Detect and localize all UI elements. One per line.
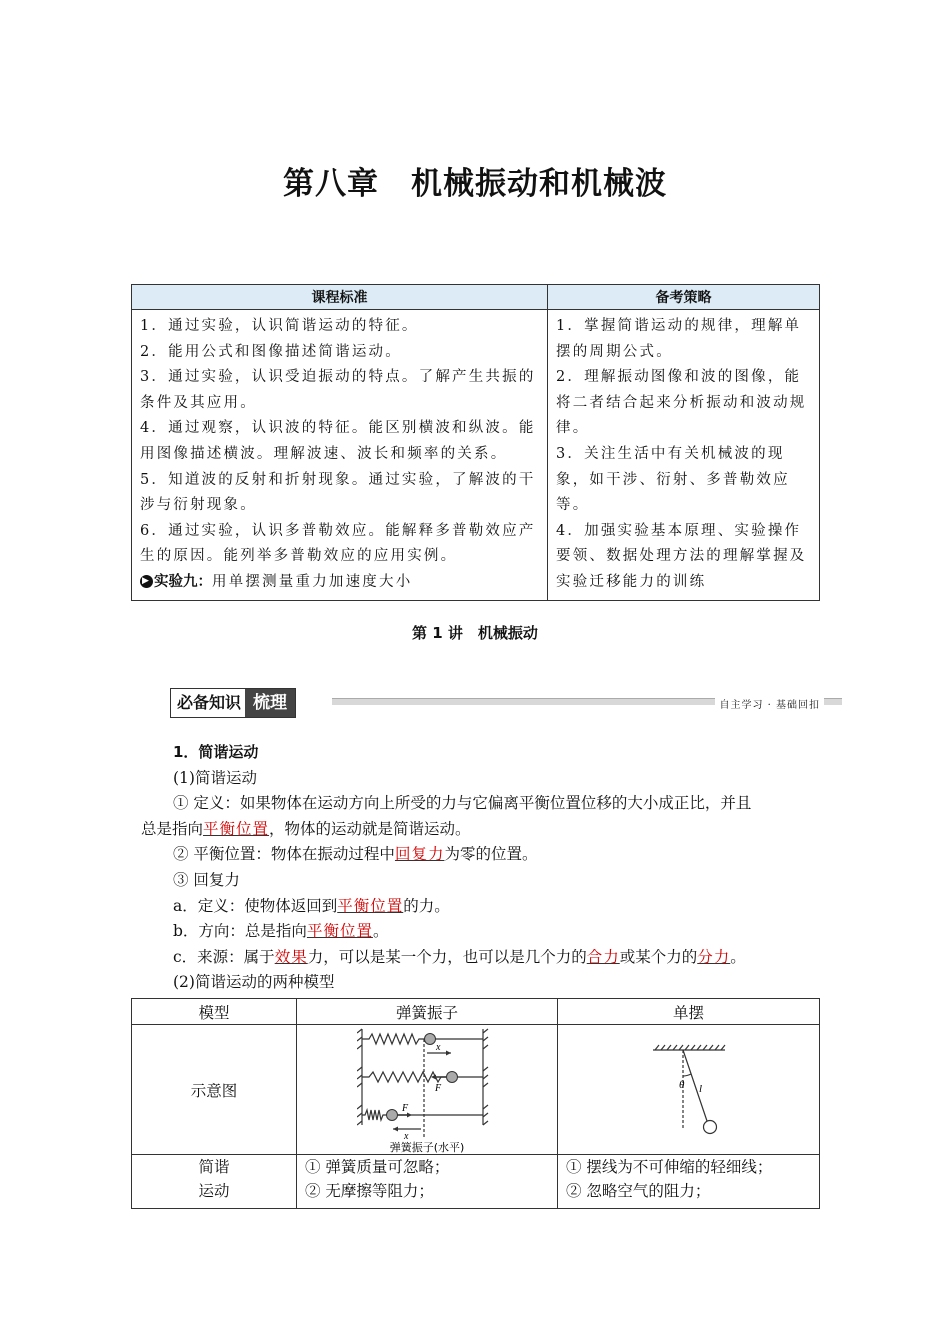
restoring-force-heading: ③ 回复力: [173, 870, 240, 889]
text: 。: [730, 947, 746, 966]
answer-blank: 合力: [586, 947, 620, 966]
spring-conditions-cell: [297, 1155, 558, 1209]
conditions-label-line: 运动: [198, 1182, 230, 1200]
displacement-label: x: [404, 1130, 409, 1142]
text: b．方向：总是指向: [173, 922, 307, 941]
item-c: [141, 945, 821, 971]
text: 总是指向: [141, 819, 204, 838]
force-label: F: [402, 1102, 409, 1114]
pendulum-diagram: [649, 1040, 729, 1140]
item-b: [141, 919, 821, 945]
text: 的力。: [403, 896, 450, 915]
strategy-line: 摆的周期公式。: [556, 343, 673, 360]
standard-line: 2．能用公式和图像描述简谐运动。: [140, 343, 402, 360]
standard-line: 5．知道波的反射和折射现象。通过实验，了解波的干: [140, 471, 536, 488]
spring-diagram-cell: [297, 1025, 558, 1155]
spring-oscillator-diagram: [357, 1027, 497, 1153]
strategy-line: 4．加强实验基本原理、实验操作: [556, 522, 802, 539]
text: ，物体的运动就是简谐运动。: [269, 819, 471, 838]
text: 为零的位置。: [444, 845, 538, 864]
strategy-line: 2．理解振动图像和波的图像，能: [556, 369, 802, 386]
answer-blank: 平衡位置: [306, 922, 373, 941]
strategy-line: 律。: [556, 420, 590, 437]
spring-mass-ball: [447, 1071, 458, 1082]
model-table: [131, 998, 820, 1209]
force-label: F: [435, 1082, 442, 1094]
models-heading: (2)简谐运动的两种模型: [173, 973, 335, 992]
lab-text: 用单摆测量重力加速度大小: [212, 573, 413, 590]
answer-blank: 效果: [274, 947, 308, 966]
lecture-title: 第 1 讲 机械振动: [412, 624, 538, 642]
condition-line: ② 忽略空气的阻力；: [566, 1182, 711, 1200]
condition-line: ① 弹簧质量可忽略；: [305, 1158, 450, 1176]
course-standards-cell: [132, 310, 548, 601]
angle-label: θ: [678, 1078, 684, 1091]
text: a．定义：使物体返回到: [173, 896, 338, 915]
chapter-title: 第八章 机械振动和机械波: [283, 166, 667, 202]
condition-line: ② 无摩擦等阻力；: [305, 1182, 434, 1200]
section-banner: [170, 688, 842, 718]
spring-mass-ball: [387, 1109, 398, 1120]
banner-right-text: 自主学习 · 基础回扣: [715, 696, 824, 711]
header-spring-oscillator: 弹簧振子: [297, 999, 558, 1025]
answer-blank: 平衡位置: [337, 896, 404, 915]
standards-table: [131, 284, 820, 601]
standard-line: 1．通过实验，认识简谐运动的特征。: [140, 318, 419, 334]
item-a: [141, 894, 821, 920]
standard-line: 3．通过实验，认识受迫振动的特点。了解产生共振的: [140, 369, 536, 386]
definition-line-2: [141, 817, 821, 843]
subheading: (1)简谐运动: [173, 768, 257, 787]
pendulum-bob: [703, 1120, 716, 1133]
section-heading: 1．简谐运动: [173, 743, 259, 761]
header-course-standards: 课程标准: [132, 285, 548, 310]
strategy-line: 要领、数据处理方法的理解掌握及: [556, 548, 807, 565]
condition-line: ① 摆线为不可伸缩的轻细线；: [566, 1158, 773, 1176]
text: c．来源：属于: [173, 947, 275, 966]
banner-left-text: 必备知识: [177, 693, 242, 712]
standard-line: 用图像描述横波。理解波速、波长和频率的关系。: [140, 445, 508, 462]
definition-line: ① 定义：如果物体在运动方向上所受的力与它偏离平衡位置位移的大小成正比，并且: [173, 794, 752, 813]
text: 。: [372, 922, 389, 941]
standard-line: 条件及其应用。: [140, 394, 257, 411]
pendulum-diagram-cell: [558, 1025, 820, 1155]
standard-line: 4．通过观察，认识波的特征。能区别横波和纵波。能: [140, 420, 536, 437]
strategy-line: 1．掌握简谐运动的规律，理解单: [556, 318, 802, 334]
lab-icon: ▶: [141, 576, 152, 587]
banner-label: [170, 688, 296, 718]
lab-line: [140, 570, 539, 596]
diagram-row-label: 示意图: [132, 1025, 297, 1155]
strategy-line: 等。: [556, 497, 590, 514]
strategy-line: 3．关注生活中有关机械波的现: [556, 445, 785, 462]
conditions-row-label: [132, 1155, 297, 1209]
standard-line: 6．通过实验，认识多普勒效应。能解释多普勒效应产: [140, 522, 536, 539]
strategy-line: 将二者结合起来分析振动和波动规: [556, 394, 807, 411]
answer-blank: 平衡位置: [203, 819, 270, 838]
spring-mass-ball: [425, 1033, 436, 1044]
answer-blank: 分力: [697, 947, 731, 966]
conditions-label-line: 简谐: [198, 1158, 230, 1176]
standard-line: 生的原因。能列举多普勒效应的应用实例。: [140, 548, 458, 565]
text: 力，可以是某一个力，也可以是几个力的: [307, 947, 587, 966]
lab-label: 实验九：: [154, 573, 212, 590]
strategy-line: 象，如干涉、衍射、多普勒效应: [556, 471, 790, 488]
pendulum-conditions-cell: [558, 1155, 820, 1209]
banner-dark-text: 梳理: [245, 689, 295, 717]
strategy-line: 实验迁移能力的训练: [556, 573, 707, 590]
spring-caption: 弹簧振子(水平): [389, 1140, 465, 1153]
header-pendulum: 单摆: [558, 999, 820, 1025]
standard-line: 涉与衍射现象。: [140, 497, 257, 514]
text: 或某个力的: [619, 947, 698, 966]
header-exam-strategy: 备考策略: [548, 285, 820, 310]
answer-blank: 回复力: [394, 845, 445, 864]
length-label: l: [698, 1082, 702, 1095]
content-body: [141, 740, 821, 996]
equilibrium-line: [141, 842, 821, 868]
header-model: 模型: [132, 999, 297, 1025]
displacement-label: x: [436, 1041, 441, 1053]
exam-strategy-cell: [548, 310, 820, 601]
text: ② 平衡位置：物体在振动过程中: [173, 845, 395, 864]
